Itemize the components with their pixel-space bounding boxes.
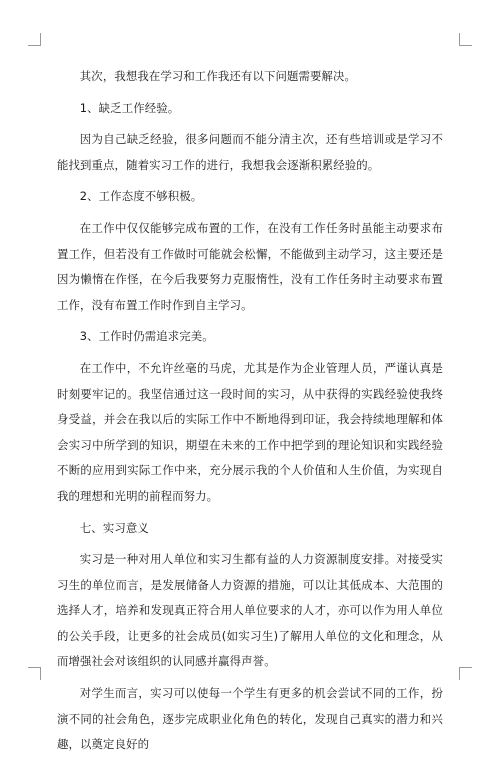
crop-mark-bottom-right [459, 667, 472, 680]
heading-perfection: 3、工作时仍需追求完美。 [79, 329, 214, 344]
paragraph-student-view: 对学生而言，实习可以使每一个学生有更多的机会尝试不同的工作，扮演不同的社会角色，逐步完成职业化角色的转化，发现自己真实的潜力和兴趣，以奠定良好的 [57, 686, 443, 752]
crop-mark-top-right [459, 33, 472, 46]
heading-lack-experience: 1、缺乏工作经验。 [79, 100, 180, 115]
paragraph-perfection: 在工作中，不允许丝毫的马虎，尤其是作为企业管理人员，严谨认真是时刻要牢记的。我坚信通过这一段时间的实习，从中获得的实践经验使我终身受益，并会在我以后的实际工作中不断地得到印证，我会持续地理解和体会实习中所学到的知识，期望在未来的工作中把学到的理论知识和实践经验不断的应用到实际工作中来，充分展示我的个人价值和人生价值，为实现自我的理想和光明的前程而努力。 [57, 360, 443, 503]
document-body [57, 64, 443, 758]
heading-work-attitude: 2、工作态度不够积极。 [79, 189, 203, 204]
paragraph-intro: 其次，我想我在学习和工作我还有以下问题需要解决。 [79, 69, 357, 83]
paragraph-work-attitude: 在工作中仅仅能够完成布置的工作，在没有工作任务时虽能主动要求布置工作，但若没有工作做时可能就会松懈，不能做到主动学习，这主要还是因为懒惰在作怪，在今后我要努力克服惰性，没有工作任务时主动要求布置工作，没有布置工作时作到自主学习。 [57, 220, 443, 312]
paragraph-internship-meaning: 实习是一种对用人单位和实习生都有益的人力资源制度安排。对接受实习生的单位而言，是发展储备人力资源的措施，可以让其低成本、大范围的选择人才，培养和发现真正符合用人单位要求的人才，亦可以作为用人单位的公关手段，让更多的社会成员(如实习生)了解用人单位的文化和理念，从而增强社会对该组织的认同感并赢得声誉。 [57, 552, 443, 669]
heading-internship-meaning: 七、实习意义 [79, 520, 149, 535]
paragraph-lack-experience: 因为自己缺乏经验，很多问题而不能分清主次，还有些培训或是学习不能找到重点，随着实习工作的进行，我想我会逐渐积累经验的。 [57, 132, 443, 172]
crop-mark-top-left [28, 33, 41, 46]
crop-mark-bottom-left [28, 667, 41, 680]
